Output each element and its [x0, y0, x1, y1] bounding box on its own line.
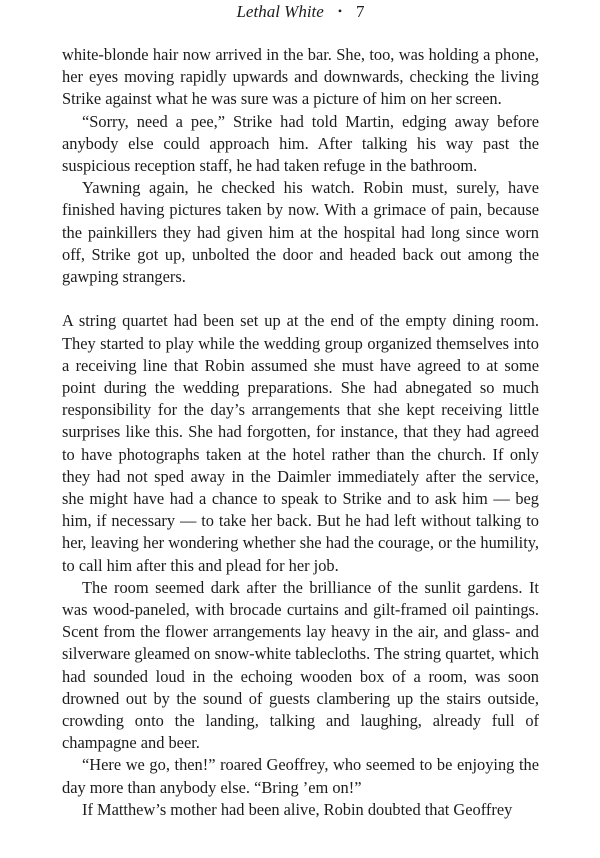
page-number: 7 [356, 2, 365, 21]
running-head [62, 2, 539, 23]
body-text [62, 44, 539, 821]
bullet-separator: • [337, 4, 343, 18]
paragraph: “Sorry, need a pee,” Strike had told Martin, edging away before anybody else could approach him. After talking his way past the suspicious reception staff, he had taken refuge in the bathroom. [62, 111, 539, 176]
paragraph: white-blonde hair now arrived in the bar. She, too, was holding a phone, her eyes moving rapidly upwards and downwards, checking the living Strike against what he was sure was a picture of him on her screen. [62, 45, 539, 109]
book-title: Lethal White [236, 2, 324, 21]
paragraph: If Matthew’s mother had been alive, Robin doubted that Geoffrey [82, 799, 513, 819]
paragraph: “Here we go, then!” roared Geoffrey, who seemed to be enjoying the day more than anybody else. “Bring ’em on!” [62, 755, 539, 797]
book-page [62, 0, 539, 858]
paragraph: Yawning again, he checked his watch. Robin must, surely, have finished having pictures taken by now. With a grimace of pain, because the painkillers they had given him at the hospital had long since worn off, Strike got up, unbolted the door and headed back out among the gawping strangers. [62, 178, 539, 287]
paragraph: A string quartet had been set up at the end of the empty dining room. They started to play while the wedding group organized themselves into a receiving line that Robin assumed she must have agreed to at some point during the wedding preparations. She had abnegated so much responsibility for the day’s arrangements that she kept receiving little surprises like this. She had forgotten, for instance, that they had agreed to have photographs taken at the hotel rather than the church. If only they had not sped away in the Daimler immediately after the service, she might have had a chance to speak to Strike and to ask him — beg him, if necessary — to take her back. But he had left without talking to her, leaving her wondering whether she had the courage, or the humility, to call him after this and plead for her job. [62, 311, 539, 575]
section-break [62, 288, 539, 310]
paragraph: The room seemed dark after the brilliance of the sunlit gardens. It was wood-paneled, with brocade curtains and gilt-framed oil paintings. Scent from the flower arrangements lay heavy in the air, and glass- and silverware gleamed on snow-white tablecloths. The string quartet, which had sounded loud in the echoing wooden box of a room, was soon drowned out by the sound of guests clambering up the stairs outside, crowding onto the landing, talking and laughing, already full of champagne and beer. [62, 577, 539, 753]
